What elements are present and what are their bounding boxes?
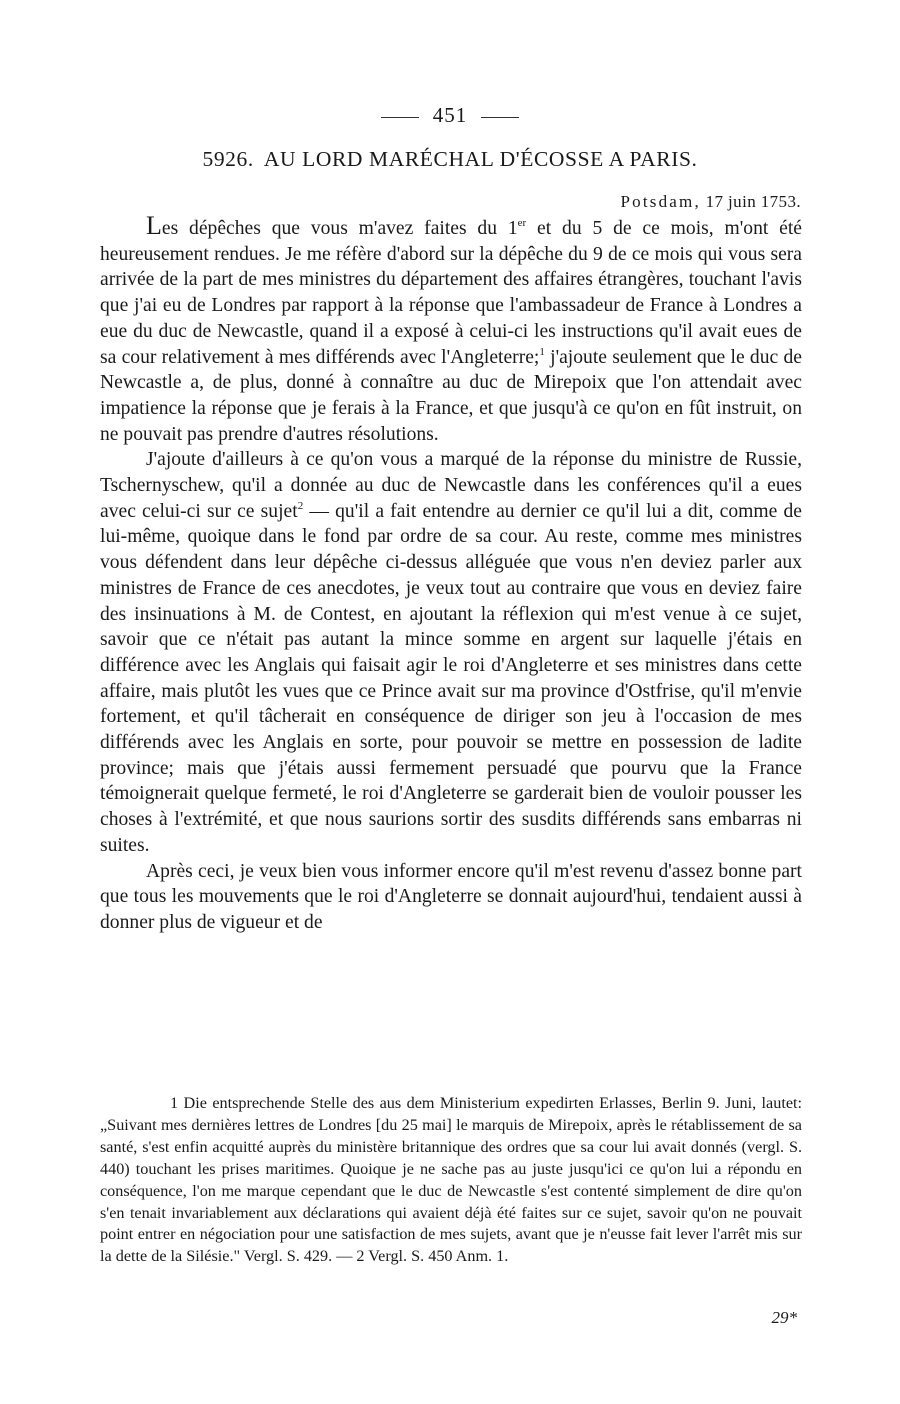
- paragraph-2: [100, 447, 802, 858]
- superscript-er: er: [517, 217, 527, 229]
- document-number: 5926.: [202, 147, 254, 171]
- place: Potsdam,: [620, 192, 701, 211]
- paragraph-1-text-b: et du 5 de ce mois, m'ont été heureusement rendues. Je me réfère d'abord sur la dépêche du 9 de ce mois qui vous sera arrivée de la part de mes ministres du département des affaires étrangères, touchant l'avis que j'ai eu de Londres par rapport à la réponse que l'ambassadeur de France à Londres a eue du duc de Newcastle, quand il a exposé à celui-ci les instructions qu'il avait eues de sa cour relativement à mes différends avec l'Angleterre;: [100, 218, 802, 368]
- paragraph-2-text-b: — qu'il a fait entendre au dernier ce qu'il lui a dit, comme de lui-même, quoique dans le fond par ordre de sa cour. Au reste, comme mes ministres vous défendent dans leur dépêche ci-dessus alléguée que vous n'en deviez parler aux ministres de France de ces anecdotes, je veux tout au contraire que vous en deviez faire des insinuations à M. de Contest, en ajoutant la réflexion qui m'est venue à ce sujet, savoir que ce n'était pas autant la mince somme en argent sur laquelle j'étais en différence avec les Anglais qui faisait agir le roi d'Angleterre et ses ministres dans cette affaire, mais plutôt les vues que ce Prince avait sur ma province d'Ostfrise, qu'il m'envie fortement, et qu'il tâcherait en conséquence de diriger son jeu à l'occasion de mes différends avec les Anglais en sorte, pour pouvoir se mettre en possession de ladite province; mais que j'étais aussi fermement persuadé que pourvu que la France témoignerait quelque fermeté, le roi d'Angleterre se garderait bien de vouloir pousser les choses à l'extrémité, et que nous saurions sortir des susdits différends sans embarras ni suites.: [100, 500, 802, 856]
- page-number: [0, 103, 900, 128]
- footnote-text: 1 Die entsprechende Stelle des aus dem Ministerium expedirten Erlasses, Berlin 9. Juni, lautet: „Suivant mes dernières lettres de Londres [du 25 mai] le marquis de Mirepoix, après le rétablissement de sa santé, s'est enfin acquitté auprès du ministère britannique des ordres que sa cour lui avait donnés (vergl. S. 440) touchant les prises maritimes. Quoique je ne sache pas au juste jusqu'ici ce qu'on lui a répondu en conséquence, l'on me marque cependant que le duc de Newcastle s'est contenté simplement de dire qu'on s'en tenait invariablement aux déclarations qui avaient déjà été faites sur ce sujet, savoir qu'on ne pouvait point entrer en négociation pour une satisfaction de mes sujets, avant que je n'eusse fait lever l'arrêt mis sur la dette de la Silésie." Vergl. S. 429. — 2 Vergl. S. 450 Anm. 1.: [100, 1094, 802, 1266]
- letter-title: AU LORD MARÉCHAL D'ÉCOSSE A PARIS.: [263, 147, 698, 171]
- paragraph-1-text-c: j'ajoute seulement que le duc de Newcastle a, de plus, donné à connaître au duc de Mirepoix que l'on attendait avec impatience la réponse que je ferais à la France, et que jusqu'à ce qu'on en fût instruit, on ne pouvait pas prendre d'autres résolutions.: [100, 346, 802, 445]
- letter-heading: [0, 147, 900, 172]
- footnotes: [100, 1093, 802, 1268]
- paragraph-1: [100, 211, 802, 447]
- place-date: [621, 192, 801, 212]
- initial-letter: L: [146, 211, 162, 240]
- right-dash: [481, 117, 519, 118]
- footnote-ref-2: 2: [297, 499, 304, 512]
- signature-mark: 29*: [771, 1308, 797, 1327]
- date: 17 juin 1753.: [705, 192, 801, 211]
- left-dash: [381, 117, 419, 118]
- paragraph-1-text-a: es dépêches que vous m'avez faites du 1: [161, 218, 518, 239]
- paragraph-2-text-a: J'ajoute d'ailleurs à ce qu'on vous a marqué de la réponse du ministre de Russie, Tschernyschew, qu'il a donnée au duc de Newcastle dans les conférences qu'il a eues avec celui-ci sur ce sujet: [100, 449, 802, 522]
- paragraph-3: Après ceci, je veux bien vous informer encore qu'il m'est revenu d'assez bonne part que tous les mouvements que le roi d'Angleterre se donnait aujourd'hui, tendaient aussi à donner plus de vigueur et de: [100, 860, 802, 933]
- footnote-ref-1: 1: [539, 345, 545, 358]
- letter-body: [100, 211, 802, 936]
- page-number-value: 451: [432, 103, 468, 127]
